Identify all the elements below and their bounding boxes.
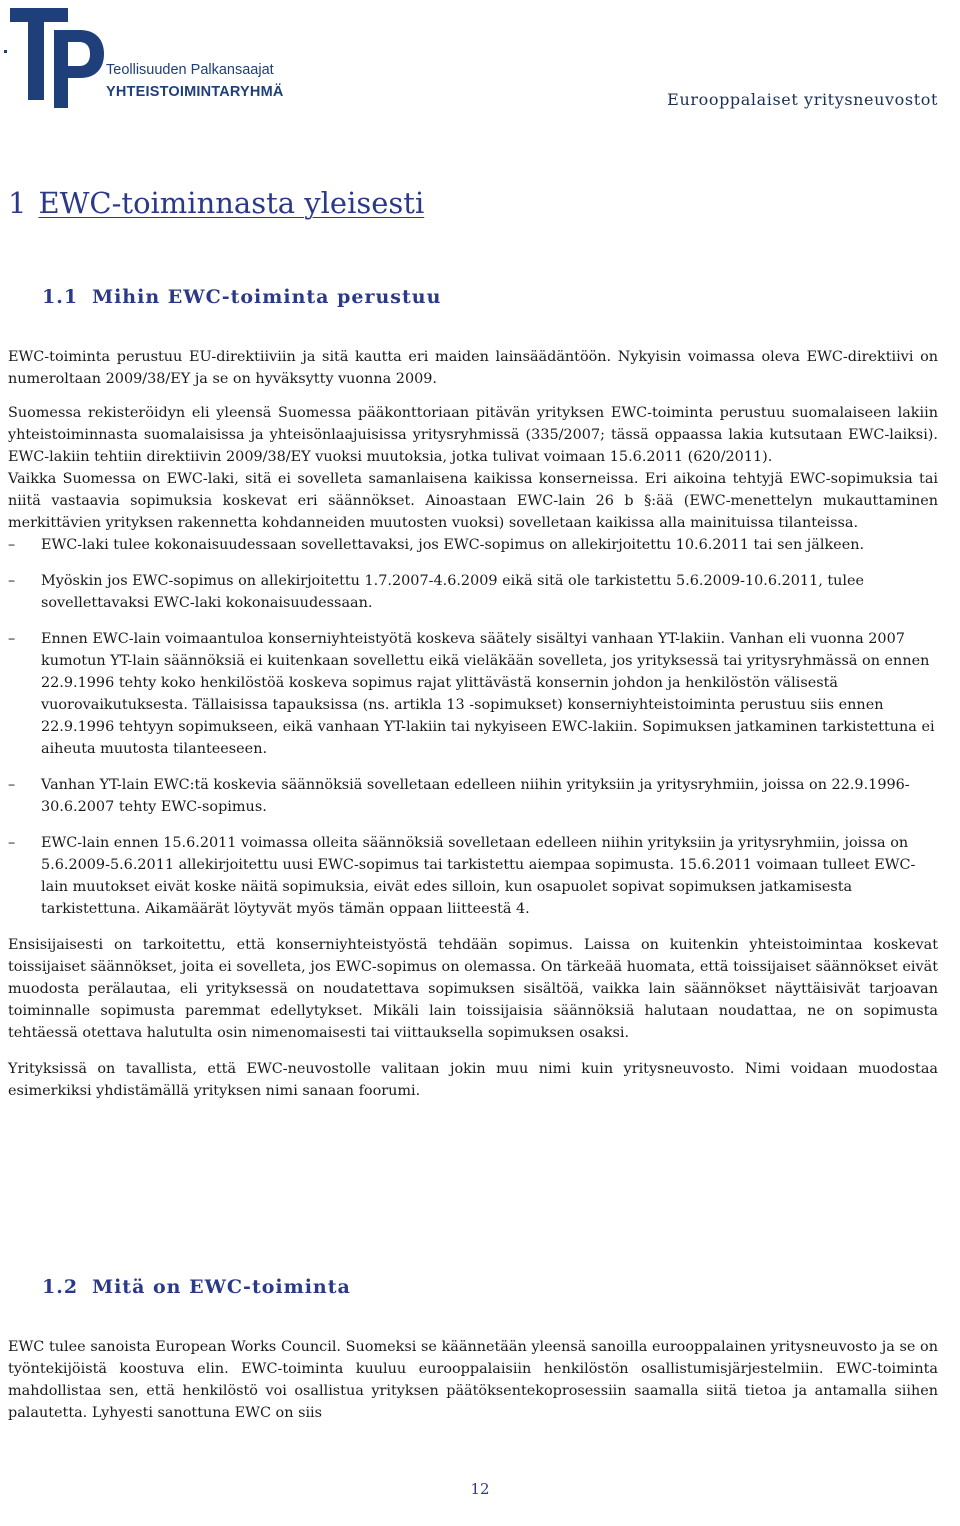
list-item (8, 534, 938, 556)
section-1-heading (8, 186, 424, 220)
section-1-title: EWC-toiminnasta yleisesti (38, 186, 425, 220)
dash-marker: – (8, 835, 16, 851)
list-item (8, 570, 938, 614)
dash-list (8, 534, 938, 920)
dash-marker: – (8, 537, 16, 553)
dash-marker: – (8, 631, 16, 647)
section-1-2-number: 1.2 (42, 1276, 79, 1298)
logo-line-1: Teollisuuden Palkansaajat (106, 62, 274, 78)
list-item-text: EWC-laki tulee kokonaisuudessaan sovellettavaksi, jos EWC-sopimus on allekirjoitettu 10.6.2011 tai sen jälkeen. (41, 537, 865, 553)
list-item (8, 774, 938, 818)
section-1-1-heading (42, 286, 441, 308)
paragraph: EWC-toiminta perustuu EU-direktiiviin ja sitä kautta eri maiden lainsäädäntöön. Nykyisin voimassa oleva EWC-direktiivi on numeroltaan 2009/38/EY ja se on hyväksytty vuonna 2009. (8, 349, 938, 387)
section-1-number: 1 (8, 186, 27, 220)
paragraph: Suomessa rekisteröidyn eli yleensä Suomessa pääkonttoriaan pitävän yrityksen EWC-toiminta perustuu suomalaiseen lakiin yhteistoiminnasta suomalaisissa ja yhteisönlaajuisissa yritysryhmissä (335/2007; tässä oppaassa lakia kutsutaan EWC-laiksi). EWC-lakiin tehtiin direktiivin 2009/38/EY vuoksi muutoksia, jotka tulivat voimaan 15.6.2011 (620/2011). (8, 405, 938, 465)
list-item (8, 832, 938, 920)
page-number: 12 (470, 1480, 490, 1498)
running-header: Eurooppalaiset yritysneuvostot (667, 90, 938, 109)
section-1-2-title: Mitä on EWC-toiminta (92, 1276, 351, 1298)
paragraph: EWC tulee sanoista European Works Council. Suomeksi se käännetään yleensä sanoilla eurooppalainen yritysneuvosto ja se on työntekijöistä koostuva elin. EWC-toiminta kuuluu eurooppalaisiin henkilöstön osallistumisjärjestelmiin. EWC-toiminta mahdollistaa sen, että henkilöstö voi osallistua yrityksen päätöksentekoprosessiin saamalla siitä tietoa ja antamalla siihen palautetta. Lyhyesti sanottuna EWC on siis (8, 1339, 938, 1421)
tp-logo-mark-icon (0, 0, 110, 118)
list-item-text: EWC-lain ennen 15.6.2011 voimassa olleita säännöksiä sovelletaan edelleen niihin yrityksiin ja yritysryhmiin, joissa on 5.6.2009-5.6.2011 allekirjoitettu uusi EWC-sopimus tai tarkistettu aiempaa sopimusta. 15.6.2011 voimaan tulleet EWC-lain muutokset eivät koske näitä sopimuksia, eivät edes silloin, kun osapuolet sopivat sopimuksen jatkamisesta tarkistettuna. Aikamäärät löytyvät myös tämän oppaan liitteestä 4. (41, 835, 916, 917)
logo-line-2: YHTEISTOIMINTARYHMÄ (106, 84, 284, 100)
dash-marker: – (8, 573, 16, 589)
section-1-2-body (8, 1336, 938, 1424)
paragraph: Yrityksissä on tavallista, että EWC-neuvostolle valitaan jokin muu nimi kuin yritysneuvosto. Nimi voidaan muodostaa esimerkiksi yhdistämällä yrityksen nimi sanaan foorumi. (8, 1061, 938, 1099)
paragraph: Ensisijaisesti on tarkoitettu, että konserniyhteistyöstä tehdään sopimus. Laissa on kuitenkin yhteistoimintaa koskevat toissijaiset säännökset, joita ei sovelleta, jos EWC-sopimus on olemassa. On tärkeää huomata, että toissijaiset säännökset eivät muodosta perälautaa, eli yrityksessä on noudatettava sopimuksen sisältöä, vaikka lain säännökset näyttäisivät tarjoavan toiminnalle sopimusta paremmat edellytykset. Mikäli lain toissijaisia säännöksiä halutaan noudattaa, ne on sopimusta tehtäessä otettava halutulta osin nimenomaisesti tai viittauksella sopimuksen osaksi. (8, 937, 938, 1041)
list-item-text: Ennen EWC-lain voimaantuloa konserniyhteistyötä koskeva säätely sisältyi vanhaan YT-lakiin. Vanhan eli vuonna 2007 kumotun YT-lain säännöksiä ei kuitenkaan sovellettu eikä vieläkään sovelleta, jos yrityksessä tai yritysryhmässä on ennen 22.9.1996 tehty koko henkilöstöä koskeva sopimus rajat ylittävästä konsernin johdon ja henkilöstön välisestä vuorovaikutuksesta. Tällaisissa tapauksissa (ns. artikla 13 -sopimukset) konserniyhteistoiminta perustuu siis ennen 22.9.1996 tehtyyn sopimukseen, eikä vanhaan YT-lakiin tai nykyiseen EWC-lakiin. Sopimuksen jatkaminen tarkistettuna ei aiheuta muutosta tilanteeseen. (41, 631, 935, 757)
section-1-1-number: 1.1 (42, 286, 79, 308)
company-logo (0, 0, 300, 118)
list-item-text: Vanhan YT-lain EWC:tä koskevia säännöksiä sovelletaan edelleen niihin yrityksiin ja yritysryhmiin, joissa on 22.9.1996-30.6.2007 tehty EWC-sopimus. (41, 777, 910, 815)
dash-marker: – (8, 777, 16, 793)
section-1-2-heading (42, 1276, 351, 1298)
section-1-1-body (8, 346, 938, 1102)
section-1-1-title: Mihin EWC-toiminta perustuu (92, 286, 442, 308)
list-item-text: Myöskin jos EWC-sopimus on allekirjoitettu 1.7.2007-4.6.2009 eikä sitä ole tarkistettu 5.6.2009-10.6.2011, tulee sovellettavaksi EWC-laki kokonaisuudessaan. (41, 573, 865, 611)
paragraph: Vaikka Suomessa on EWC-laki, sitä ei sovelleta samanlaisena kaikissa konserneissa. Eri aikoina tehtyjä EWC-sopimuksia tai niitä vastaavia sopimuksia koskevat eri säännökset. Ainoastaan EWC-lain 26 b §:ää (EWC-menettelyn mukauttaminen merkittävien yrityksen rakennetta kohdanneiden muutosten vuoksi) sovelletaan kaikissa alla mainituissa tilanteissa. (8, 471, 938, 531)
list-item (8, 628, 938, 760)
